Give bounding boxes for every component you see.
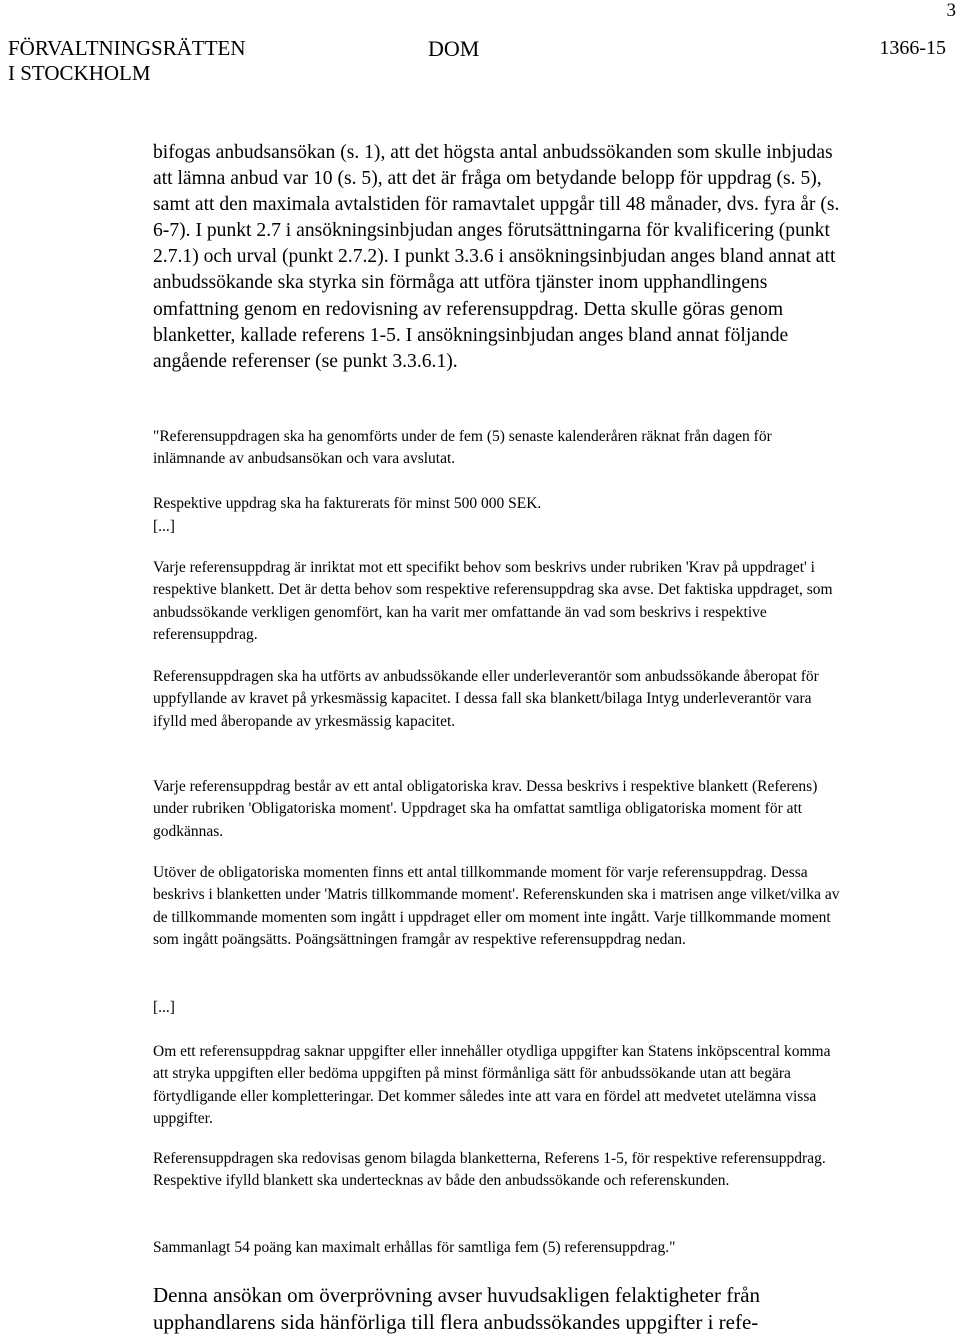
quote-paragraph-3: Varje referensuppdrag är inriktat mot ett specifikt behov som beskrivs under rubriken 'Krav på uppdraget' i respektive blankett. Det är detta behov som respektive referensuppdrag ska avse. Det faktiska uppdraget, som anbudssökande verkligen genomfört, kan ha varit mer omfattande än vad som beskrivs i respektive referensuppdrag. xyxy=(153,559,833,644)
quote-paragraph-2: Respektive uppdrag ska ha fakturerats för minst 500 000 SEK. xyxy=(153,495,542,512)
main-paragraph-block xyxy=(153,140,843,375)
court-name-line-1: FÖRVALTNINGSRÄTTEN xyxy=(8,36,246,60)
court-name xyxy=(8,36,246,86)
quote-paragraph-4: Referensuppdragen ska ha utförts av anbudssökande eller underleverantör som anbudssökande åberopat för uppfyllande av kravet på yrkesmässig kapacitet. I dessa fall ska blankett/bilaga Intyg underleverantör vara ifylld med åberopande av yrkesmässig kapacitet. xyxy=(153,668,819,730)
page-number: 3 xyxy=(946,0,956,21)
quote-paragraph-7: Om ett referensuppdrag saknar uppgifter eller innehåller otydliga uppgifter kan Statens inköpscentral komma att stryka uppgiften eller bedöma uppgiften på minst förmånliga sätt för anbudssökande utan att begära förtydligande eller kompletteringar. Det kommer således inte att vara en fördel att medvetet utelämna vissa uppgifter. xyxy=(153,1043,831,1128)
document-header xyxy=(8,36,946,92)
document-type: DOM xyxy=(428,36,480,61)
main-paragraph: bifogas anbudsansökan (s. 1), att det högsta antal anbudssökanden som skulle inbjudas att lämna anbud var 10 (s. 5), att det är fråga om betydande belopp för uppdrag (s. 5), samt att den maximala avtalstiden för ramavtalet uppgår till 48 månader, dvs. fyra år (s. 6-7). I punkt 2.7 i ansökningsinbjudan anges förutsättningarna för kvalificering (punkt 2.7.1) och urval (punkt 2.7.2). I punkt 3.3.6 i ansökningsinbjudan anges bland annat att anbudssökande ska styrka sin förmåga att utföra tjänster inom upphandlingens omfattning genom en redovisning av referensuppdrag. Detta skulle göras genom blanketter, kallade referens 1-5. I ansökningsinbjudan anges bland annat följande angående referenser (se punkt 3.3.6.1). xyxy=(153,142,840,372)
quote-omission-1: [...] xyxy=(153,518,175,535)
quote-paragraph-5: Varje referensuppdrag består av ett antal obligatoriska krav. Dessa beskrivs i respektive blankett (Referens) under rubriken 'Obligatoriska moment'. Uppdraget ska ha omfattat samtliga obligatoriska moment för att godkännas. xyxy=(153,778,818,840)
quote-omission-2: [...] xyxy=(153,999,175,1016)
quote-paragraph-1: "Referensuppdragen ska ha genomförts under de fem (5) senaste kalenderåren räknat från dagen för inlämnande av anbudsansökan och vara avslutat. xyxy=(153,428,772,468)
quote-paragraph-6: Utöver de obligatoriska momenten finns ett antal tillkommande moment för varje referensuppdrag. Dessa beskrivs i blanketten under 'Matris tillkommande moment'. Referenskunden ska i matrisen ange vilket/vilka av de tillkommande momenten som ingått i uppdraget eller om moment inte ingått. Varje tillkommande moment som ingått poängsätts. Poängsättningen framgår av respektive referensuppdrag nedan. xyxy=(153,864,840,949)
court-name-line-2: I STOCKHOLM xyxy=(8,61,151,85)
closing-paragraph: Denna ansökan om överprövning avser huvudsakligen felaktigheter från upphandlarens sida hänförliga till flera anbudssökandes uppgifter i refe- xyxy=(153,1283,761,1334)
quote-paragraph-8: Referensuppdragen ska redovisas genom bilagda blanketterna, Referens 1-5, för respektive referensuppdrag. Respektive ifylld blankett ska undertecknas av både den anbudssökande och referenskunden. xyxy=(153,1150,826,1190)
quote-paragraph-9: Sammanlagt 54 poäng kan maximalt erhållas för samtliga fem (5) referensuppdrag." xyxy=(153,1239,676,1256)
case-number: 1366-15 xyxy=(879,37,946,59)
